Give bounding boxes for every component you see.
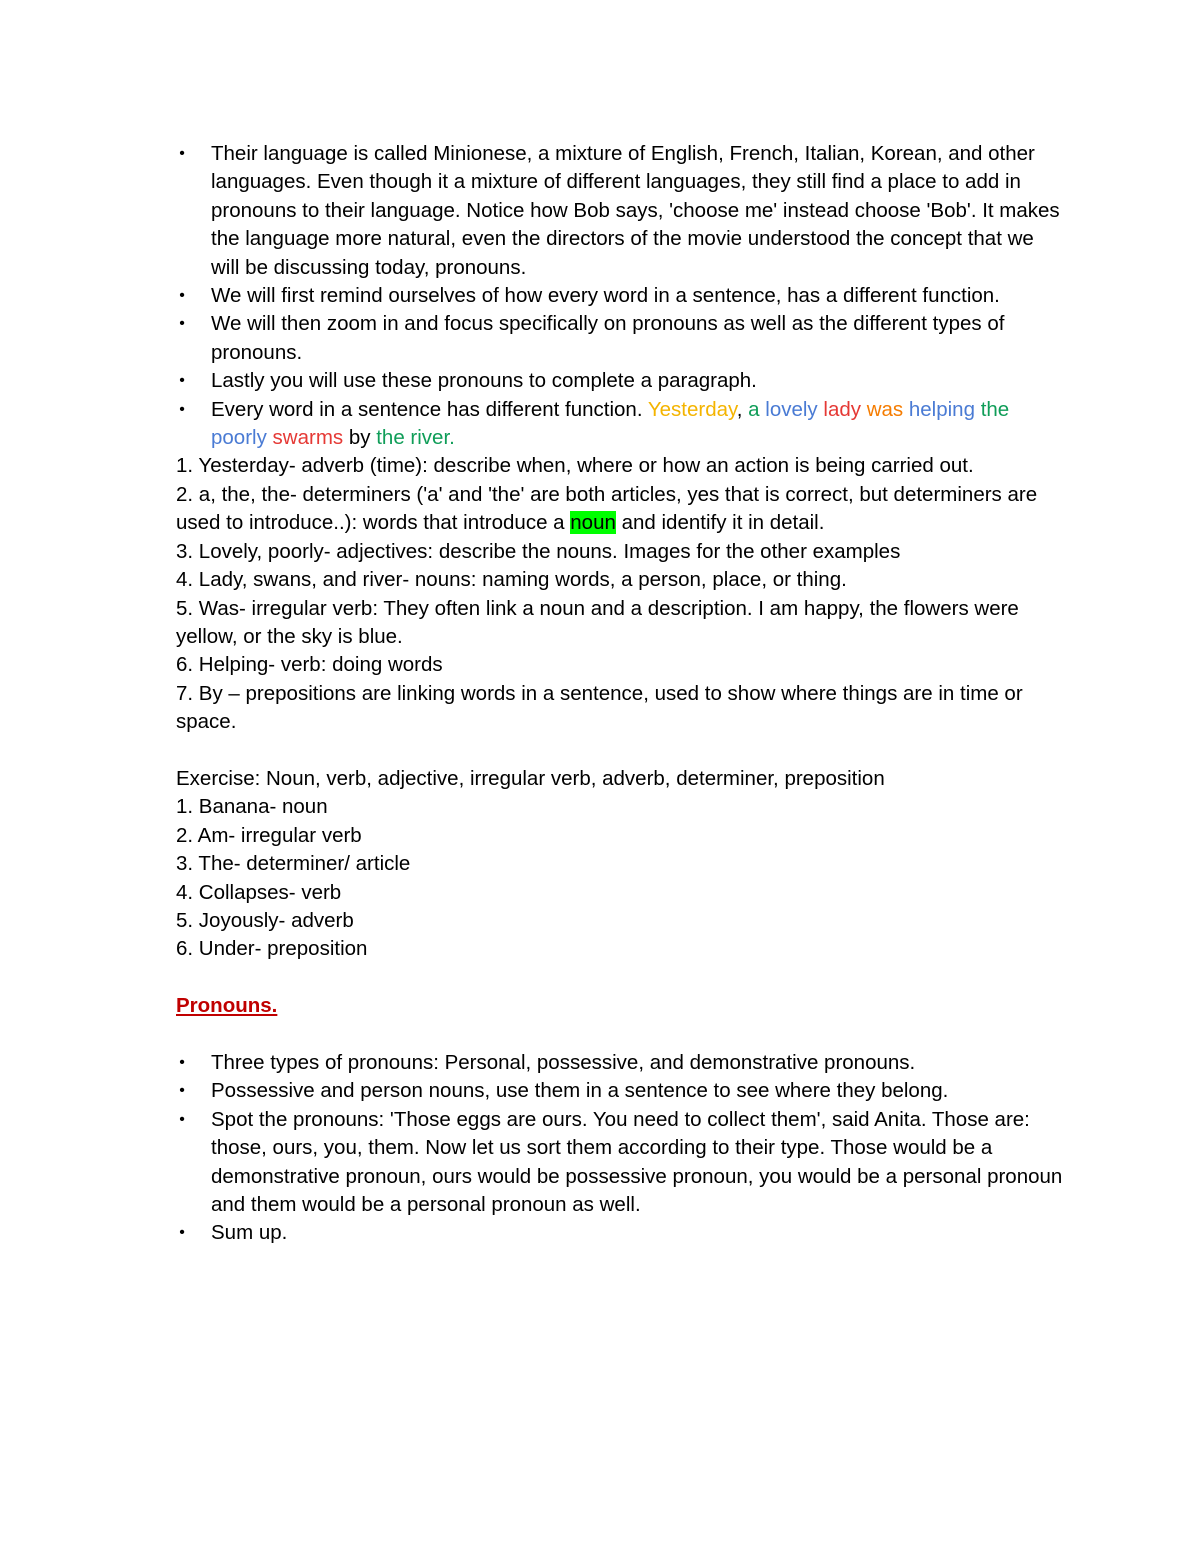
word-by: by bbox=[348, 426, 371, 450]
bullet-icon: • bbox=[179, 400, 185, 418]
bullet-text: Lastly you will use these pronouns to complete a paragraph. bbox=[211, 369, 757, 393]
line-text: 2. a, the, the- determiners ('a' and 'the' are both articles, yes that is correct, but determiners are used to introduce..): words that introduce a bbox=[176, 482, 1038, 535]
word-was: was bbox=[866, 397, 904, 421]
document-body bbox=[176, 140, 1066, 1248]
sentence-end: . bbox=[449, 426, 455, 450]
list-item bbox=[176, 1106, 1066, 1220]
blank-line bbox=[176, 1021, 1066, 1049]
highlighted-word: noun bbox=[570, 511, 616, 535]
bullet-icon: • bbox=[179, 1110, 185, 1128]
section-heading-pronouns: Pronouns. bbox=[176, 994, 278, 1018]
word-swarms: swarms bbox=[272, 426, 344, 450]
bullet-list-top bbox=[176, 140, 1066, 452]
exercise-item: 1. Banana- noun bbox=[176, 795, 328, 819]
exercise-title: Exercise: Noun, verb, adjective, irregular verb, adverb, determiner, preposition bbox=[176, 766, 885, 790]
numbered-line bbox=[176, 481, 1066, 538]
numbered-line: 1. Yesterday- adverb (time): describe when, where or how an action is being carried out. bbox=[176, 454, 974, 478]
bullet-icon: • bbox=[179, 145, 185, 162]
bullet-list-bottom bbox=[176, 1049, 1066, 1248]
bullet-text: Their language is called Minionese, a mixture of English, French, Italian, Korean, and other languages. Even though it a mixture of different languages, they still find a place to add in pronouns to their language. Notice how Bob says, 'choose me' instead choose 'Bob'. It makes the language more natural, even the directors of the movie understood the concept that we will be discussing today, pronouns. bbox=[211, 142, 1060, 279]
exercise-item: 5. Joyously- adverb bbox=[176, 908, 354, 932]
word-river: river bbox=[410, 426, 450, 450]
list-item bbox=[176, 282, 1066, 310]
line-text: and identify it in detail. bbox=[615, 511, 825, 535]
word-lady: lady bbox=[823, 397, 861, 421]
bullet-text bbox=[211, 398, 1009, 449]
bullet-icon: • bbox=[179, 372, 185, 390]
exercise-item: 4. Collapses- verb bbox=[176, 880, 342, 904]
bullet-icon: • bbox=[179, 315, 185, 333]
bullet-text: We will then zoom in and focus specifically on pronouns as well as the different types of pronouns. bbox=[211, 312, 1005, 364]
blank-line bbox=[176, 737, 1066, 765]
bullet-icon: • bbox=[179, 1082, 185, 1100]
numbered-line: 4. Lady, swans, and river- nouns: naming words, a person, place, or thing. bbox=[176, 568, 847, 592]
list-item bbox=[176, 1049, 1066, 1077]
bullet-text: Possessive and person nouns, use them in a sentence to see where they belong. bbox=[211, 1079, 949, 1103]
list-item bbox=[176, 367, 1066, 395]
numbered-line: 7. By – prepositions are linking words in a sentence, used to show where things are in time or space. bbox=[176, 681, 1023, 734]
numbered-line: 3. Lovely, poorly- adjectives: describe the nouns. Images for the other examples bbox=[176, 539, 901, 563]
list-item-colored-sentence bbox=[176, 396, 1066, 453]
bullet-icon: • bbox=[179, 1224, 185, 1242]
word-lovely: lovely bbox=[765, 397, 818, 421]
word-separator: , bbox=[736, 397, 749, 421]
bullet-text: Spot the pronouns: 'Those eggs are ours. You need to collect them', said Anita. Those are: those, ours, you, them. Now let us sort them according to their type. Those would be a demonstrative pronoun, ours would be possessive pronoun, you would be a personal pronoun and them would be a personal pronoun as well. bbox=[211, 1107, 1063, 1216]
list-item bbox=[176, 310, 1066, 367]
bullet-text: Sum up. bbox=[211, 1221, 288, 1245]
word-the: the bbox=[376, 426, 405, 450]
list-item bbox=[176, 1077, 1066, 1105]
word-poorly: poorly bbox=[211, 426, 267, 450]
bullet-text: Three types of pronouns: Personal, possessive, and demonstrative pronouns. bbox=[211, 1050, 916, 1074]
sentence-intro: Every word in a sentence has different function. bbox=[211, 397, 648, 421]
word-yesterday: Yesterday bbox=[647, 397, 737, 421]
word-a: a bbox=[748, 397, 760, 421]
bullet-icon: • bbox=[179, 287, 185, 305]
exercise-item: 2. Am- irregular verb bbox=[176, 823, 362, 847]
word-the: the bbox=[980, 397, 1010, 421]
bullet-text: We will first remind ourselves of how every word in a sentence, has a different function. bbox=[211, 284, 1000, 308]
bullet-icon: • bbox=[179, 1053, 185, 1071]
blank-line bbox=[176, 964, 1066, 992]
word-helping: helping bbox=[908, 397, 975, 421]
list-item bbox=[176, 140, 1066, 282]
list-item bbox=[176, 1219, 1066, 1247]
exercise-item: 6. Under- preposition bbox=[176, 937, 368, 961]
numbered-line: 5. Was- irregular verb: They often link a noun and a description. I am happy, the flowers were yellow, or the sky is blue. bbox=[176, 596, 1019, 648]
exercise-item: 3. The- determiner/ article bbox=[176, 852, 411, 876]
numbered-line: 6. Helping- verb: doing words bbox=[176, 653, 443, 677]
